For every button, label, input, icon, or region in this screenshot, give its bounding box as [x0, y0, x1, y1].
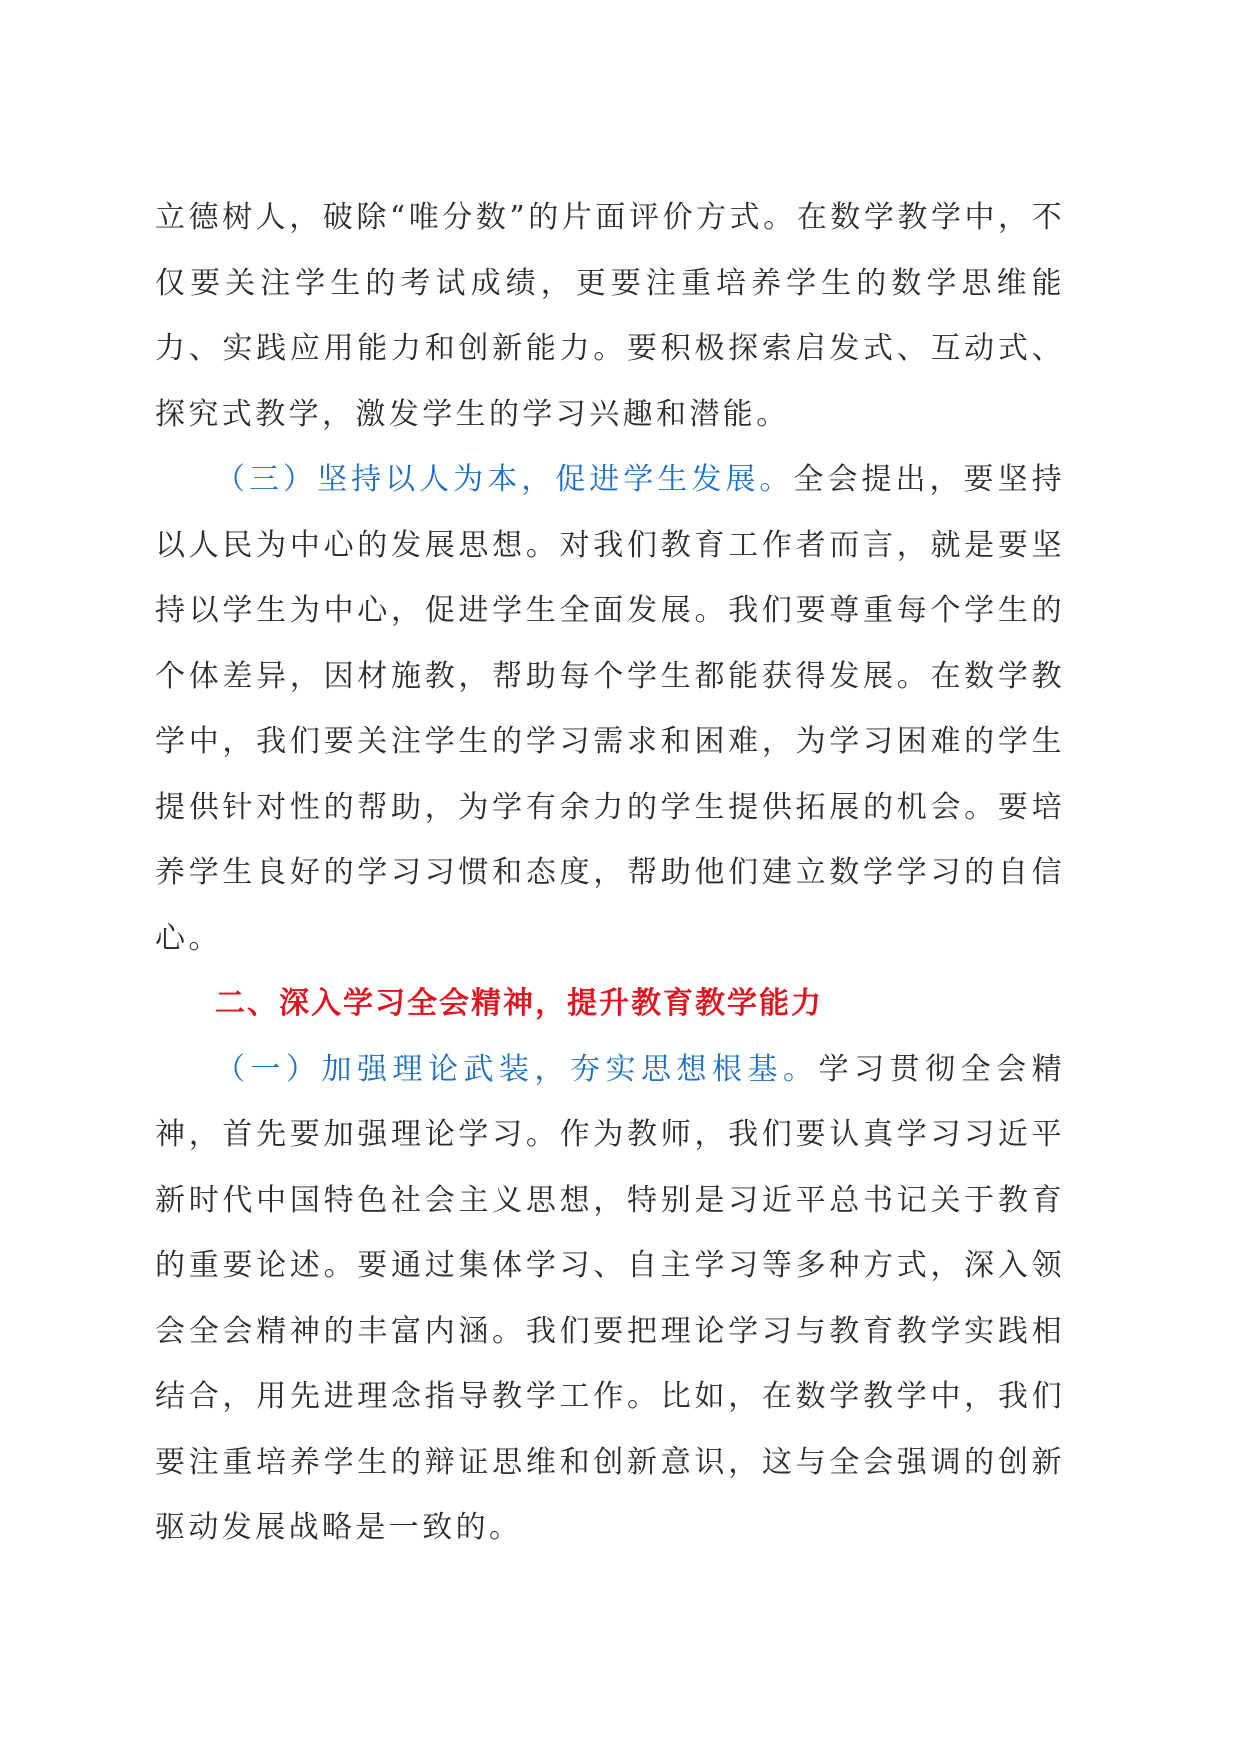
paragraph-continuation: 立德树人，破除“唯分数”的片面评价方式。在数学教学中，不仅要关注学生的考试成绩，更要注重培养学生的数学思维能力、实践应用能力和创新能力。要积极探索启发式、互动式、探究式教学，激发学生的学习兴趣和潜能。 — [155, 200, 1065, 432]
section-heading-2: 二、深入学习全会精神，提升教育教学能力 — [215, 986, 823, 1021]
paragraph-theory-study-text: 学习贯彻全会精神，首先要加强理论学习。作为教师，我们要认真学习习近平新时代中国特色社会主义思想，特别是习近平总书记关于教育的重要论述。要通过集体学习、自主学习等多种方式，深入领会全会精神的丰富内涵。我们要把理论学习与教育教学实践相结合，用先进理念指导教学工作。比如，在数学教学中，我们要注重培养学生的辩证思维和创新意识，这与全会强调的创新驱动发展战略是一致的。 — [155, 1051, 1065, 1545]
subheading-theory-study: （一）加强理论武装，夯实思想根基。 — [215, 1051, 819, 1087]
document-body — [155, 185, 1065, 1561]
paragraph-theory-study — [155, 1037, 1065, 1561]
paragraph-student-development — [155, 447, 1065, 971]
paragraph-student-development-text: 全会提出，要坚持以人民为中心的发展思想。对我们教育工作者而言，就是要坚持以学生为中心，促进学生全面发展。我们要尊重每个学生的个体差异，因材施教，帮助每个学生都能获得发展。在数学教学中，我们要关注学生的学习需求和困难，为学习困难的学生提供针对性的帮助，为学有余力的学生提供拓展的机会。要培养学生良好的学习习惯和态度，帮助他们建立数学学习的自信心。 — [155, 462, 1065, 956]
subheading-student-development: （三）坚持以人为本，促进学生发展。 — [215, 462, 794, 497]
